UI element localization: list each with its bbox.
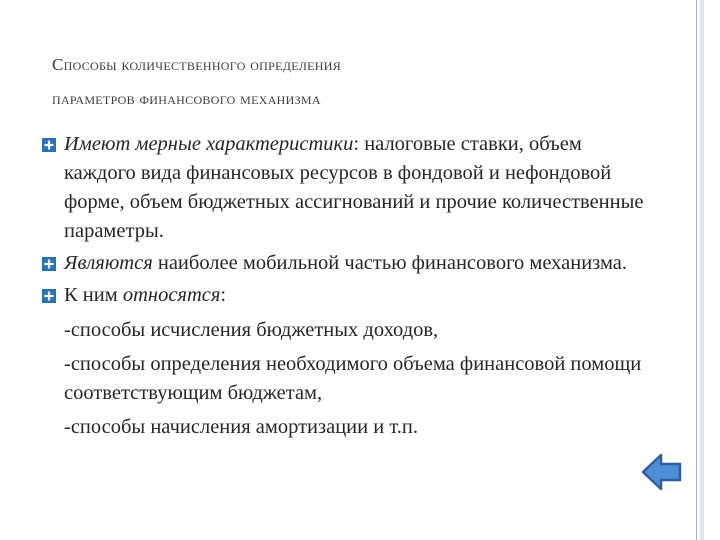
bullet-text: : налоговые ставки, объем каждого вида финансовых ресурсов в фондовой и нефондовой форме, объем бюджетных ассигнований и прочие количественные параметры. — [64, 133, 644, 242]
sub-list — [64, 316, 650, 442]
bullet-text: наиболее мобильной частью финансового механизма. — [152, 252, 628, 274]
sub-item: -способы исчисления бюджетных доходов, — [64, 319, 439, 341]
slide-right-stripe — [700, 0, 704, 540]
slide-title-line-1: Способы количественного определения — [52, 55, 342, 74]
bullet-emphasis: Имеют мерные характеристики — [64, 133, 354, 155]
bullet-emphasis: относятся — [122, 284, 221, 306]
bullet-emphasis: Являются — [64, 252, 153, 274]
checkbox-bullet-icon — [41, 256, 57, 272]
slide-title-line-2: параметров финансового механизма — [52, 89, 321, 108]
slide-title — [52, 48, 672, 116]
bullet-list — [40, 130, 650, 447]
bullet-item — [40, 281, 650, 442]
sub-item: -способы начисления амортизации и т.п. — [64, 416, 418, 438]
bullet-prefix: К ним — [64, 284, 123, 306]
checkbox-bullet-icon — [41, 288, 57, 304]
bullet-text: : — [220, 284, 227, 306]
back-arrow-button[interactable] — [640, 449, 686, 495]
slide-right-border — [696, 0, 697, 540]
sub-item: -способы определения необходимого объема финансовой помощи соответствующим бюджетам, — [64, 353, 642, 404]
bullet-item — [40, 130, 650, 246]
bullet-item — [40, 249, 650, 278]
checkbox-bullet-icon — [41, 137, 57, 153]
back-arrow-icon — [643, 455, 680, 489]
